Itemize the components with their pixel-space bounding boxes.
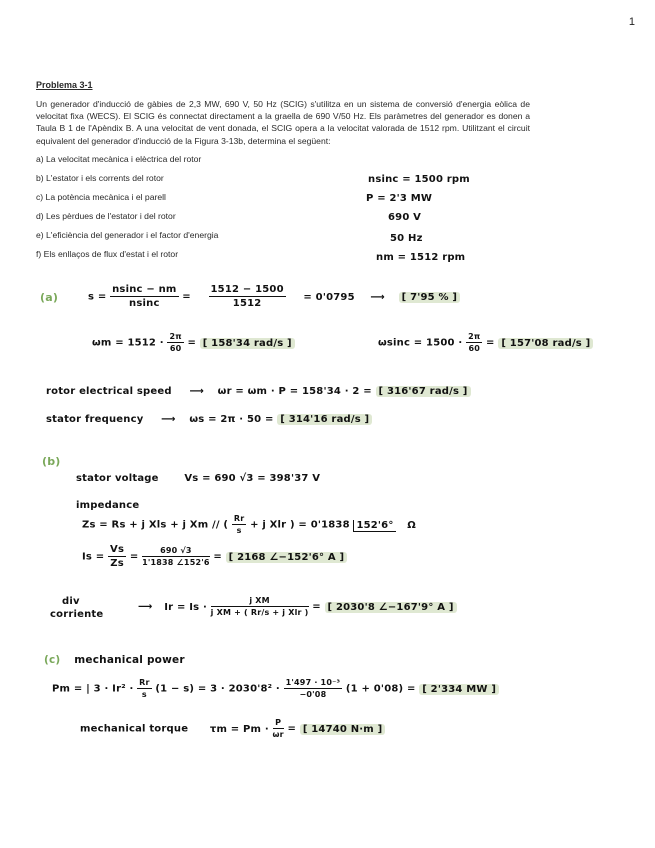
stator-frequency-result: [ 314'16 rad/s ] — [277, 414, 372, 425]
stator-frequency-line: stator frequency ⟶ ωs = 2π · 50 = [ 314'16 rad/s ] — [46, 414, 372, 425]
given-frequency: 50 Hz — [390, 233, 423, 244]
wsinc-equation: ωsinc = 1500 · $\frac{2\pi}{60}$ = [ 157'08 rad/s ] — [378, 332, 593, 353]
problem-statement: Un generador d'inducció de gàbies de 2,3 MW, 690 V, 50 Hz (SCIG) s'utilitza en un sistema de conversió d'energia eòlica de velocitat fixa (WECS). El SCIG és connectat directament a la graella de 690 V/50 Hz. Els paràmetres del generador es donen a Taula B 1 de l'Apèndix B. A una velocitat de vent donada, el SCIG opera a la velocitat valorada de 1512 rpm. Utilitzant el circuit equivalent del generador d'inducció de la Figura 3-13b, determina el següent: — [36, 99, 530, 146]
part-b-label: (b) — [42, 455, 61, 468]
slip-equation: s = $\frac{nsinc - nm}{nsinc}$ = $\frac{1512 - 1500}{1512}$ = 0'0795 ⟶ [ 7'95 % ] — [88, 284, 460, 309]
given-nsinc: nsinc = 1500 rpm — [368, 174, 470, 185]
wm-equation: ωm = 1512 · $\frac{2\pi}{60}$ = [ 158'34 rad/s ] — [92, 332, 295, 353]
mechanical-power-title: (c) mechanical power — [44, 654, 185, 666]
impedance-equation: Zs = Rs + j Xls + j Xm // ( $\frac{Rr}{s}$ + j Xlr ) = 0'1838 152'6° Ω — [82, 514, 416, 535]
given-power: P = 2'3 MW — [366, 193, 433, 204]
slip-result: [ 7'95 % ] — [399, 292, 461, 303]
mechanical-torque-result: [ 14740 N·m ] — [300, 724, 386, 735]
question-b: b) L'estator i els corrents del rotor — [36, 173, 164, 183]
stator-voltage-line: stator voltage Vs = 690 √3 = 398'37 V — [76, 473, 321, 484]
page-number: 1 — [628, 16, 635, 28]
problem-title: Problema 3-1 — [36, 80, 93, 90]
rotor-current-equation: ⟶ Ir = Is · $\frac{\text{j XM}}{\text{j XM + ( Rr/s + j Xlr )}}$ = [ 2030'8 ∠−167'9° A ] — [138, 596, 457, 617]
question-d: d) Les pèrdues de l'estator i del rotor — [36, 211, 176, 221]
question-a: a) La velocitat mecànica i elèctrica del rotor — [36, 154, 202, 164]
question-e: e) L'eficiència del generador i el factor d'energia — [36, 230, 219, 240]
given-nm: nm = 1512 rpm — [376, 252, 466, 263]
rotor-speed-line: rotor electrical speed ⟶ ωr = ωm · P = 158'34 · 2 = [ 316'67 rad/s ] — [46, 386, 471, 397]
wm-result: [ 158'34 rad/s ] — [200, 338, 295, 349]
question-c: c) La potència mecànica i el parell — [36, 192, 166, 202]
rotor-current-result: [ 2030'8 ∠−167'9° A ] — [325, 602, 457, 613]
stator-current-equation: Is = $\frac{Vs}{Zs}$ = $\frac{690 √3}{1'1838 \angle 152'6}$ = [ 2168 ∠−152'6° A ] — [82, 544, 347, 569]
mechanical-power-equation: Pm = | 3 · Ir² · $\frac{Rr}{s}$ (1 − s) = 3 · 2030'8² · $\frac{\text{1'497 · 10⁻³}}{-0'08}$ (1 + 0'08) = [ 2'334 MW ] — [52, 678, 499, 699]
stator-current-result: [ 2168 ∠−152'6° A ] — [226, 552, 348, 563]
mechanical-power-result: [ 2'334 MW ] — [419, 684, 499, 695]
wsinc-result: [ 157'08 rad/s ] — [498, 338, 593, 349]
impedance-label: impedance — [76, 500, 140, 511]
part-a-label: (a) — [40, 291, 59, 304]
question-f: f) Els enllaços de flux d'estat i el rotor — [36, 249, 179, 259]
current-label: corriente — [50, 609, 104, 620]
rotor-speed-result: [ 316'67 rad/s ] — [376, 386, 471, 397]
mechanical-torque-equation: mechanical torque τm = Pm · $\frac{P}{\omega r}$ = [ 14740 N·m ] — [80, 718, 385, 739]
div-label: div — [62, 596, 80, 607]
given-voltage: 690 V — [388, 212, 422, 223]
